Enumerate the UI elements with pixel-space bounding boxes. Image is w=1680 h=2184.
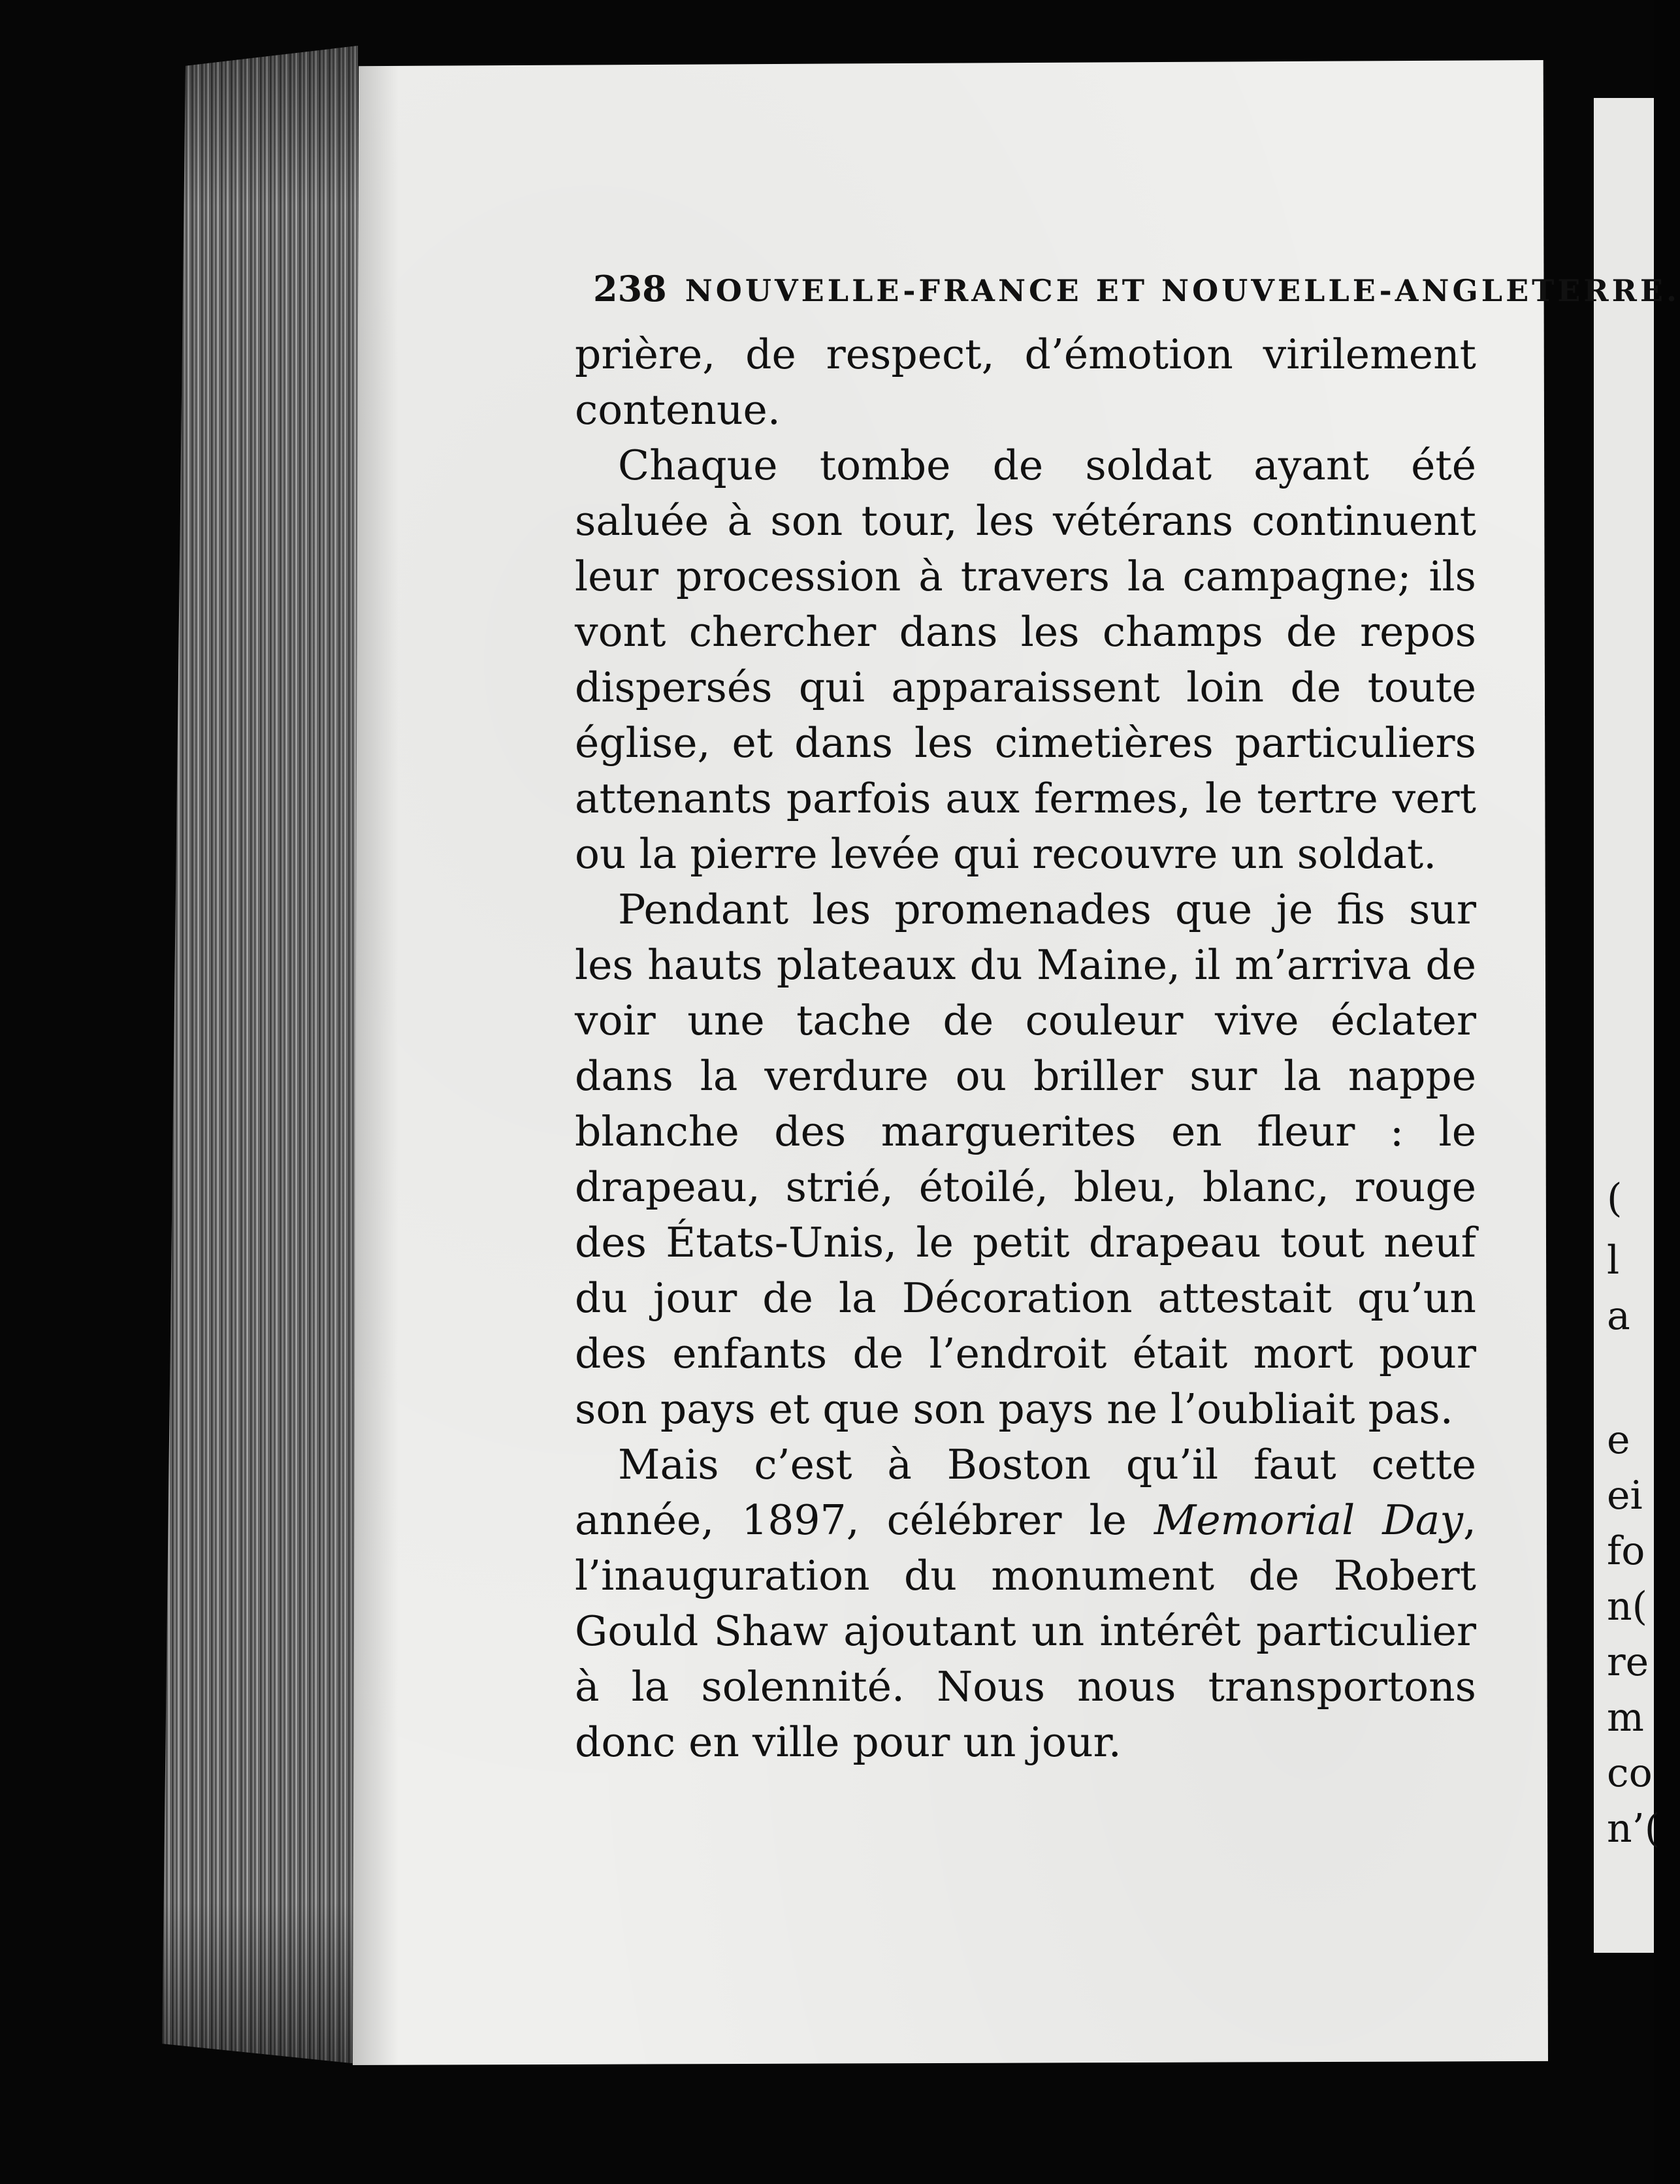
- paragraph-text: Mais c’est à Boston qu’il faut cette année, 1897, célébrer le: [575, 1441, 1476, 1544]
- page-number: 238: [593, 268, 667, 310]
- italic-term: Memorial Day: [1154, 1496, 1463, 1544]
- next-page-fragment: m: [1607, 1695, 1644, 1741]
- next-page-fragment: a: [1607, 1293, 1630, 1339]
- next-page-fragment: n’(: [1607, 1806, 1660, 1852]
- paragraph: prière, de respect, d’émotion virilement contenue.: [575, 330, 1476, 434]
- gutter-shadow: [353, 60, 398, 2065]
- next-page-fragment: co: [1607, 1750, 1653, 1796]
- next-page-fragment: l: [1607, 1238, 1620, 1283]
- next-page-sliver: [1594, 98, 1660, 1953]
- next-page-fragment: n(: [1607, 1584, 1648, 1630]
- next-page-fragment: ei: [1607, 1473, 1643, 1518]
- page-edges: [162, 46, 358, 2064]
- paragraph: Pendant les promenades que je fis sur les hauts plateaux du Maine, il m’arriva de voir une tache de couleur vive éclater dans la verdure ou briller sur la nappe blanche des marguerites en fleur : le drapeau, strié, étoilé, bleu, blanc, rouge des États-Unis, le petit drapeau tout neuf du jour de la Décoration attestait qu’un des enfants de l’endroit était mort pour son pays et que son pays ne l’oubliait pas.: [575, 886, 1476, 1433]
- running-header: [593, 268, 1680, 310]
- paragraph: [575, 1437, 1476, 1770]
- next-page-fragment: re: [1607, 1639, 1649, 1685]
- next-page-fragment: fo: [1607, 1528, 1645, 1574]
- next-page-fragment: e: [1607, 1417, 1630, 1463]
- paragraph: Chaque tombe de soldat ayant été saluée à son tour, les vétérans continuent leur procession à travers la campagne; ils vont chercher dans les champs de repos dispersés qui apparaissent loin de toute église, et dans les cimetières particuliers attenants parfois aux fermes, le tertre vert ou la pierre levée qui recouvre un soldat.: [575, 442, 1476, 878]
- running-title: NOUVELLE-FRANCE ET NOUVELLE-ANGLETERRE.: [685, 273, 1680, 308]
- page-body: [575, 327, 1476, 1770]
- next-page-fragment: (: [1607, 1176, 1623, 1221]
- paragraph-text: , l’inauguration du monument de Robert Gould Shaw ajoutant un intérêt particulier à la solennité. Nous nous transportons donc en ville pour un jour.: [575, 1496, 1476, 1766]
